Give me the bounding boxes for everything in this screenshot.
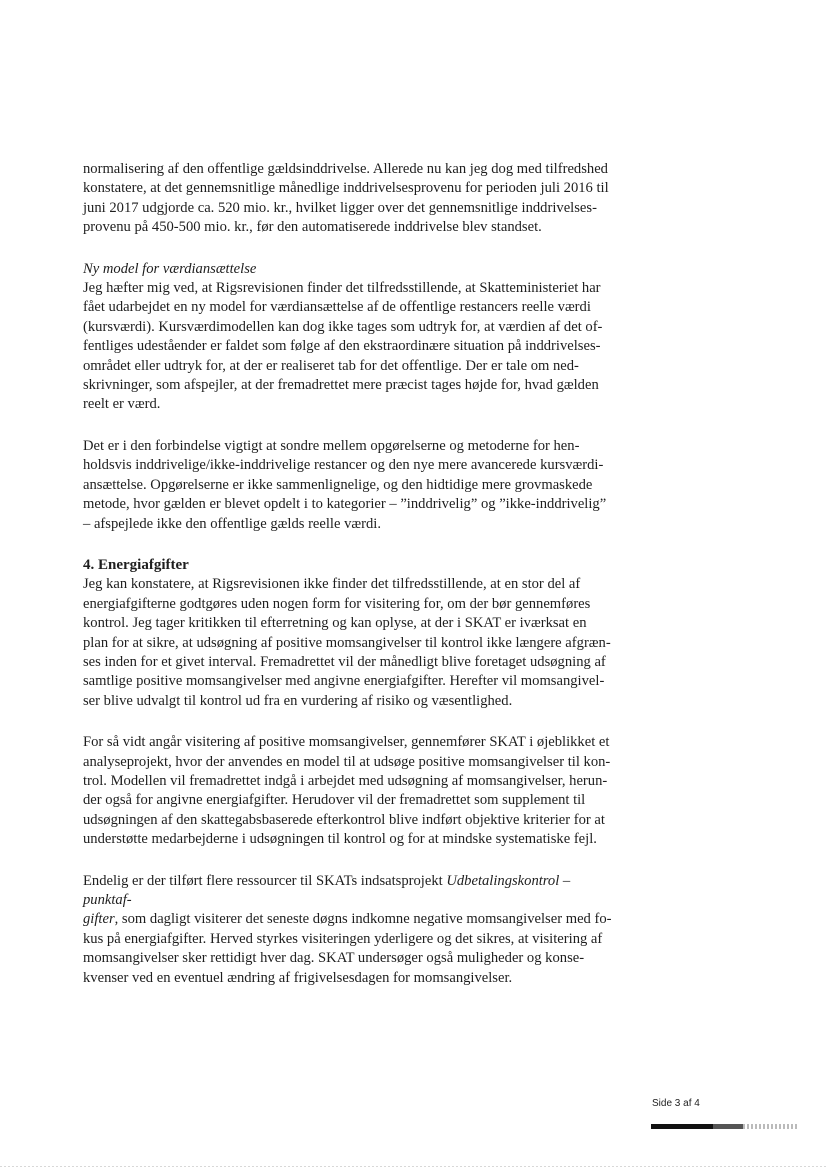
text-line: normalisering af den offentlige gældsinddrivelse. Allerede nu kan jeg dog med tilfredshed [83, 161, 608, 177]
text-line: trol. Modellen vil fremadrettet indgå i arbejdet med udsøgning af momsangivelser, herun- [83, 772, 608, 789]
text-line: der også for angivne energiafgifter. Herudover vil der fremadrettet som supplement til [83, 792, 586, 809]
text-line: analyseprojekt, hvor der anvendes en model til at udsøge positive momsangivelser til kon- [83, 753, 611, 770]
page-edge [0, 1166, 827, 1167]
text-line: – afspejlede ikke den offentlige gælds reelle værdi. [83, 515, 382, 532]
footer-rule [651, 1124, 713, 1129]
text-line: For så vidt angår visitering af positive momsangivelser, gennemfører SKAT i øjeblikket et [83, 734, 610, 751]
footer-rule [713, 1124, 743, 1129]
text-line: holdsvis inddrivelige/ikke-inddrivelige restancer og den nye mere avancerede kursværdi- [83, 457, 604, 474]
text-line: (kursværdi). Kursværdimodellen kan dog ikke tages som udtryk for, at værdien af det of- [83, 318, 603, 335]
text-line: skrivninger, som afspejler, at der fremadrettet mere præcist tages højde for, hvad gælden [83, 377, 599, 394]
text-run: Endelig er der tilført flere ressourcer til SKATs indsatsprojekt [83, 872, 447, 889]
text-line: Jeg kan konstatere, at Rigsrevisionen ikke finder det tilfredsstillende, at en stor del af [83, 576, 581, 593]
paragraph-ressourcer [83, 872, 615, 988]
text-line: Jeg hæfter mig ved, at Rigsrevisionen finder det tilfredsstillende, at Skatteministeriet har [83, 280, 601, 297]
project-name-italic: gifter [83, 911, 115, 928]
text-line: samtlige positive momsangivelser med angivne energiafgifter. Herefter vil momsangivel- [83, 673, 605, 690]
text-line: området eller udtryk for, at der er realiseret tab for det offentlige. Der er tale om ned- [83, 357, 579, 374]
text-line: ansættelse. Opgørelserne er ikke sammenlignelige, og den hidtidige mere grovmaskede [83, 476, 593, 493]
text-line: ser blive udvalgt til kontrol ud fra en vurdering af risiko og væsentlighed. [83, 692, 513, 709]
text-line: Det er i den forbindelse vigtigt at sondre mellem opgørelserne og metoderne for hen- [83, 437, 580, 454]
paragraph-sondring [83, 437, 615, 534]
text-line: momsangivelser sker rettidigt hver dag. SKAT undersøger også muligheder og konse- [83, 950, 585, 967]
text-line: understøtte medarbejderne i udsøgningen til kontrol og for at mindske systematiske fejl. [83, 831, 597, 848]
paragraph-gaeldsinddrivelse [83, 160, 615, 238]
text-line: reelt er værd. [83, 396, 161, 413]
text-line: kontrol. Jeg tager kritikken til efterretning og kan oplyse, at der i SKAT er iværksat en [83, 615, 587, 632]
text-line: plan for at sikre, at udsøgning af positive momsangivelser til kontrol ikke længere afgræn- [83, 634, 611, 651]
text-line: metode, hvor gælden er blevet opdelt i to kategorier – ”inddrivelig” og ”ikke-inddrivelig” [83, 496, 607, 513]
text-line: kvenser ved en eventuel ændring af frigivelsesdagen for momsangivelser. [83, 969, 513, 986]
text-line: fået udarbejdet en ny model for værdiansættelse af de offentlige restancers reelle værdi [83, 299, 591, 316]
text-line: kus på energiafgifter. Herved styrkes visiteringen yderligere og det sikres, at visitering af [83, 930, 603, 947]
subheading-vaerdiansaettelse: Ny model for værdiansættelse [83, 260, 257, 277]
paragraph-visitering [83, 733, 615, 849]
text-line: energiafgifterne godtgøres uden nogen form for visitering for, om der bør gennemføres [83, 595, 591, 612]
project-name-italic: Udbetalingskontrol – punktaf- [83, 872, 571, 908]
footer-rule [743, 1124, 799, 1129]
text-run: , som dagligt visiterer det seneste døgns indkomne negative momsangivelser med fo- [114, 911, 612, 928]
page-number: Side 3 af 4 [652, 1098, 700, 1109]
text-line: fentliges udeståender er faldet som følge af den ekstraordinære situation på inddrivelses- [83, 338, 601, 355]
text-line: juni 2017 udgjorde ca. 520 mio. kr., hvilket ligger over det gennemsnitlige inddrivelses- [83, 199, 597, 216]
paragraph-energiafgifter [83, 575, 615, 711]
text-line: udsøgningen af den skattegabsbaserede efterkontrol blive indført objektive kriterier for at [83, 811, 605, 828]
text-line: konstatere, at det gennemsnitlige månedlige inddrivelsesprovenu for perioden juli 2016 til [83, 180, 609, 197]
text-line: ses inden for et givet interval. Fremadrettet vil der månedligt blive foretaget udsøgning af [83, 653, 606, 670]
letter-body [83, 160, 615, 988]
text-line: provenu på 450-500 mio. kr., før den automatiserede inddrivelse blev standset. [83, 219, 542, 236]
paragraph-vaerdiansaettelse [83, 279, 615, 415]
section-heading-energiafgifter: 4. Energiafgifter [83, 556, 189, 573]
